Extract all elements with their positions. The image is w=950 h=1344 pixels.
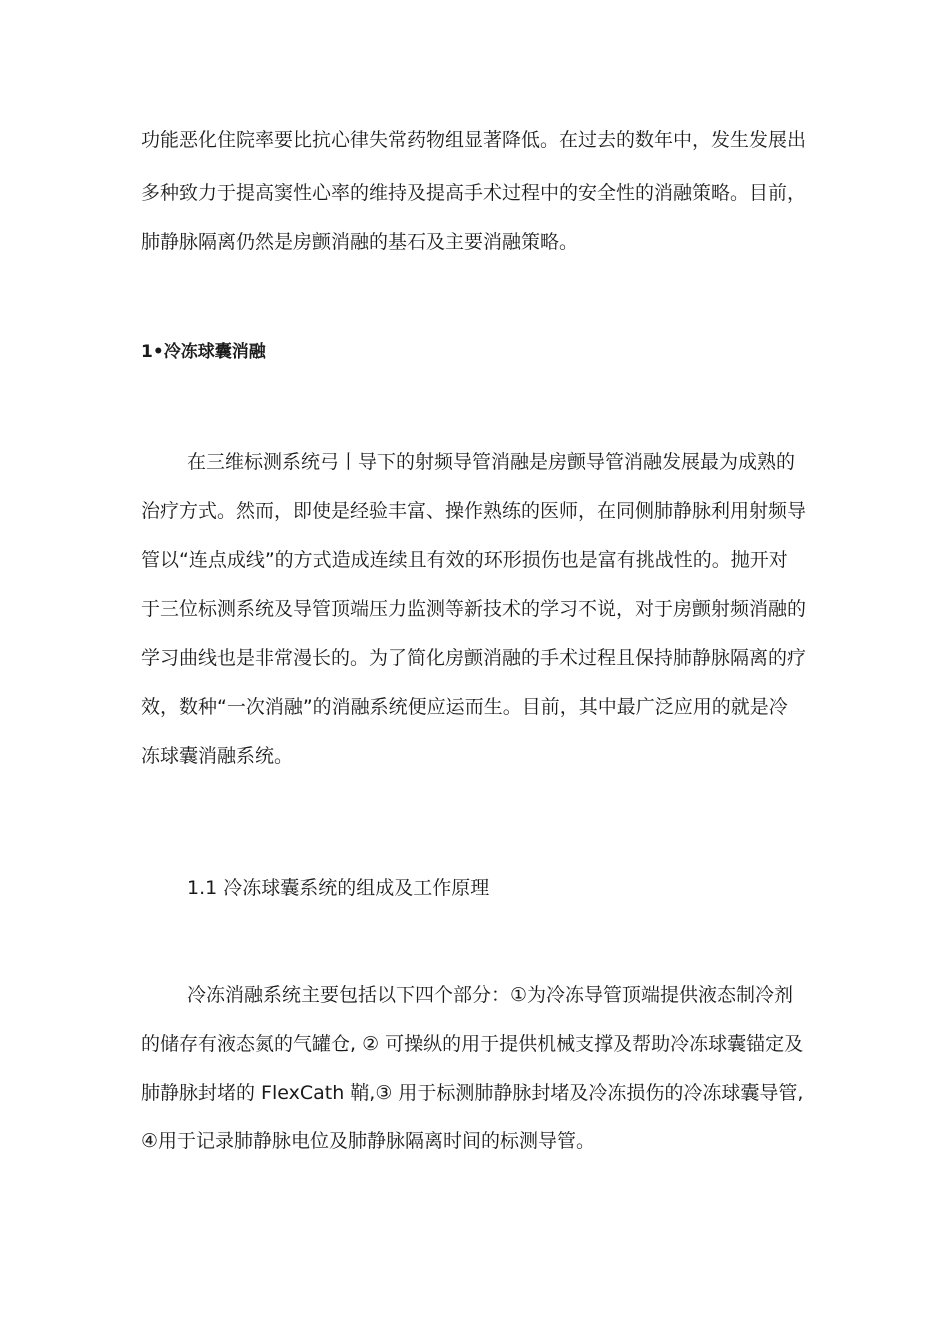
paragraph-3-line-3: 肺静脉封堵的 FlexCath 鞘,③ 用于标测肺静脉封堵及冷冻损伤的冷冻球囊导管, bbox=[141, 1082, 804, 1104]
paragraph-2-line-1: 在三维标测系统弓丨导下的射频导管消融是房颤导管消融发展最为成熟的 bbox=[187, 451, 796, 473]
paragraph-3-line-4: ④用于记录肺静脉电位及肺静脉隔离时间的标测导管。 bbox=[141, 1130, 596, 1152]
paragraph-1-line-2: 多种致力于提高窦性心率的维持及提高手术过程中的安全性的消融策略。目前， bbox=[141, 182, 807, 204]
paragraph-2-line-7: 冻球囊消融系统。 bbox=[141, 745, 294, 767]
paragraph-2-line-3: 管以“连点成线”的方式造成连续且有效的环形损伤也是富有挑战性的。抛开对 bbox=[141, 549, 788, 571]
paragraph-2-line-6: 效，数种“一次消融”的消融系统便应运而生。目前，其中最广泛应用的就是冷 bbox=[141, 696, 788, 718]
paragraph-1-line-3: 肺静脉隔离仍然是房颤消融的基石及主要消融策略。 bbox=[141, 231, 579, 253]
paragraph-2-line-5: 学习曲线也是非常漫长的。为了简化房颤消融的手术过程且保持肺静脉隔离的疗 bbox=[141, 647, 807, 669]
paragraph-2-line-2: 治疗方式。然而，即使是经验丰富、操作熟练的医师，在同侧肺静脉利用射频导 bbox=[141, 500, 807, 522]
section-1-heading: 1•冷冻球囊消融 bbox=[141, 342, 266, 362]
paragraph-3-line-2: 的储存有液态氮的气罐仓, ② 可操纵的用于提供机械支撑及帮助冷冻球囊锚定及 bbox=[141, 1033, 804, 1055]
paragraph-3-line-1: 冷冻消融系统主要包括以下四个部分：①为冷冻导管顶端提供液态制冷剂 bbox=[187, 984, 794, 1006]
paragraph-2-line-4: 于三位标测系统及导管顶端压力监测等新技术的学习不说，对于房颤射频消融的 bbox=[141, 598, 807, 620]
paragraph-1-line-1: 功能恶化住院率要比抗心律失常药物组显著降低。在过去的数年中，发生发展出 bbox=[141, 129, 807, 151]
section-1-1-heading: 1.1 冷冻球囊系统的组成及工作原理 bbox=[187, 877, 490, 899]
